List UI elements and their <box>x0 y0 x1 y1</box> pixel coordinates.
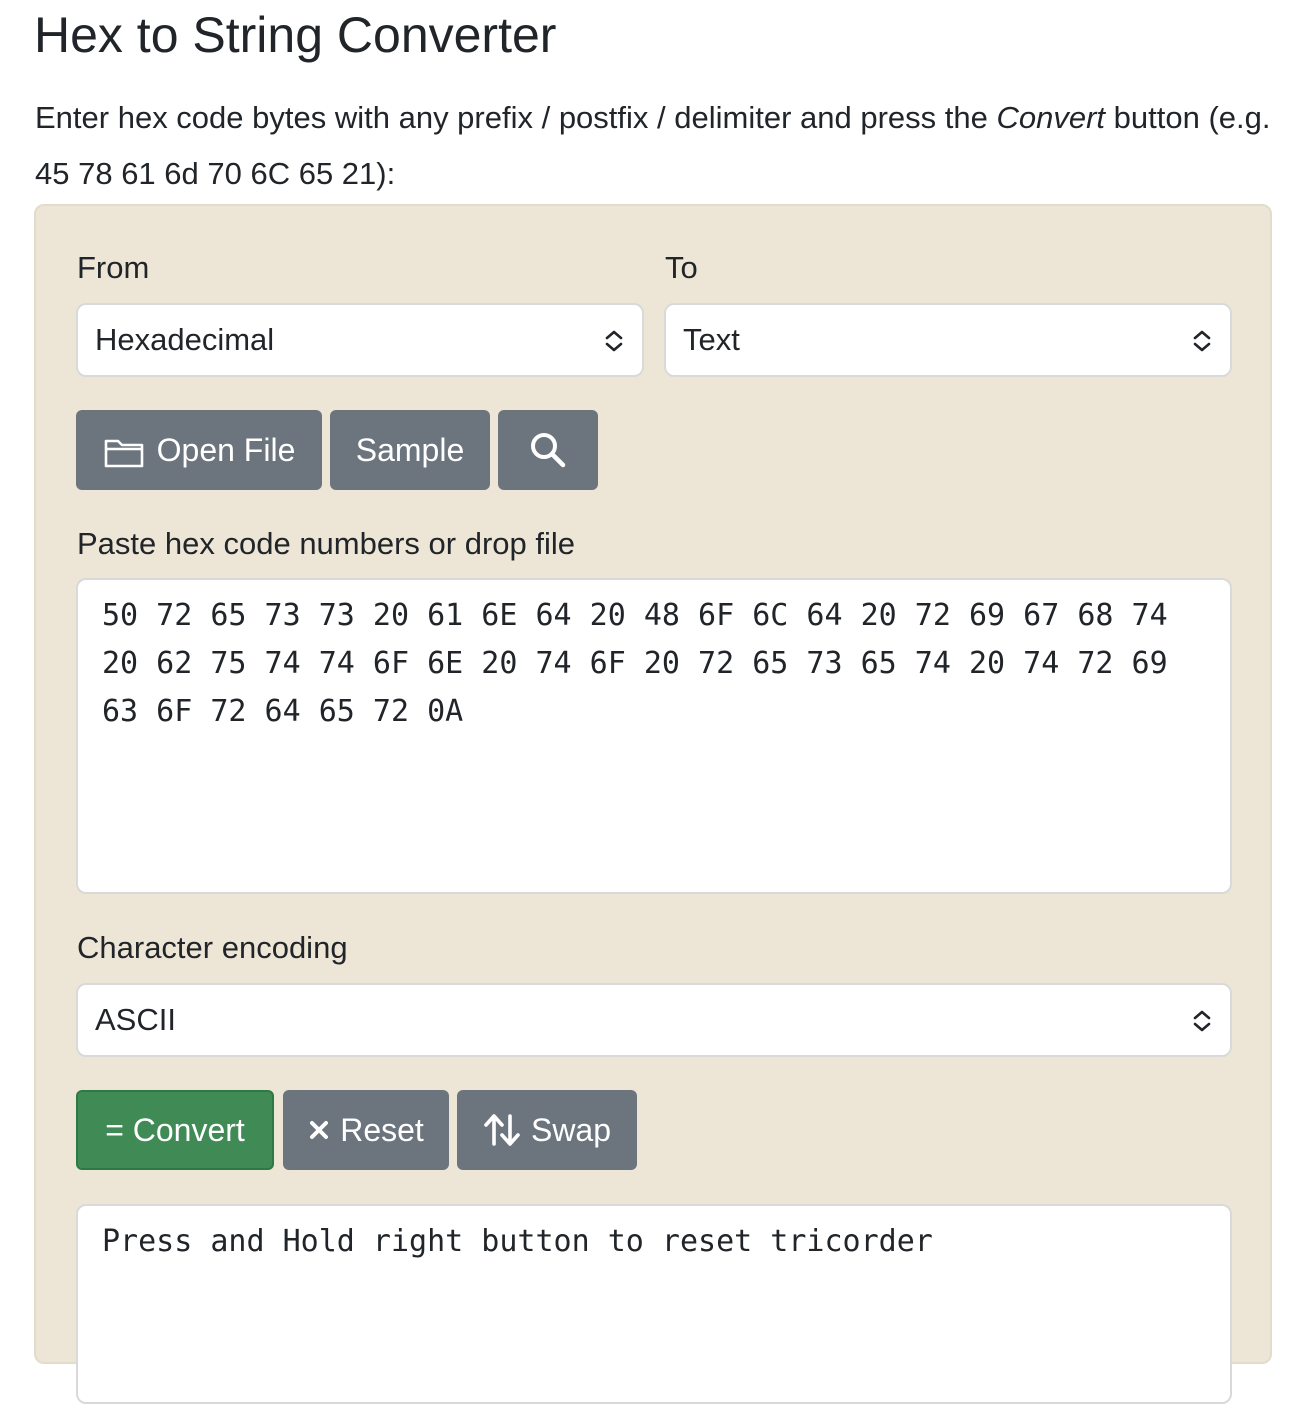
text-output[interactable]: Press and Hold right button to reset tricorder <box>76 1204 1232 1404</box>
close-icon <box>308 1119 330 1141</box>
folder-icon <box>103 435 145 469</box>
sample-label: Sample <box>355 431 465 468</box>
from-select-value: Hexadecimal <box>95 322 275 357</box>
swap-label: Swap <box>530 1111 612 1148</box>
encoding-label: Character encoding <box>77 930 348 965</box>
reset-button[interactable] <box>283 1090 449 1170</box>
intro-text-start: Enter hex code bytes with any prefix / postfix / delimiter and press the <box>35 100 997 135</box>
intro-text-end: button (e.g. 45 78 61 6d 70 6C 65 21): <box>35 100 1271 191</box>
search-button[interactable] <box>498 410 598 490</box>
reset-label: Reset <box>340 1111 424 1148</box>
from-select[interactable] <box>76 303 644 377</box>
sample-button[interactable] <box>330 410 490 490</box>
converter-panel <box>34 204 1272 1364</box>
swap-arrows-icon <box>483 1113 521 1147</box>
chevron-updown-icon <box>1188 327 1216 355</box>
to-label: To <box>665 250 698 285</box>
convert-label: = Convert <box>105 1111 245 1148</box>
hex-input[interactable]: 50 72 65 73 73 20 61 6E 64 20 48 6F 6C 64 20 72 69 67 68 74 20 62 75 74 74 6F 6E 20 74 6F 20 72 65 73 65 74 20 74 72 69 63 6F 72 64 65 72 0A <box>76 578 1232 894</box>
open-file-label: Open File <box>156 431 296 468</box>
chevron-updown-icon <box>600 327 628 355</box>
page-title: Hex to String Converter <box>34 7 557 63</box>
intro-text <box>35 90 1275 202</box>
to-select[interactable] <box>664 303 1232 377</box>
encoding-select-value: ASCII <box>95 1002 176 1037</box>
encoding-select[interactable] <box>76 983 1232 1057</box>
to-select-value: Text <box>683 322 740 357</box>
input-label: Paste hex code numbers or drop file <box>77 526 575 561</box>
intro-convert-emphasis: Convert <box>996 100 1106 135</box>
chevron-updown-icon <box>1188 1007 1216 1035</box>
swap-button[interactable] <box>457 1090 637 1170</box>
convert-button[interactable] <box>76 1090 274 1170</box>
from-label: From <box>77 250 150 285</box>
search-icon <box>528 430 568 470</box>
open-file-button[interactable] <box>76 410 322 490</box>
